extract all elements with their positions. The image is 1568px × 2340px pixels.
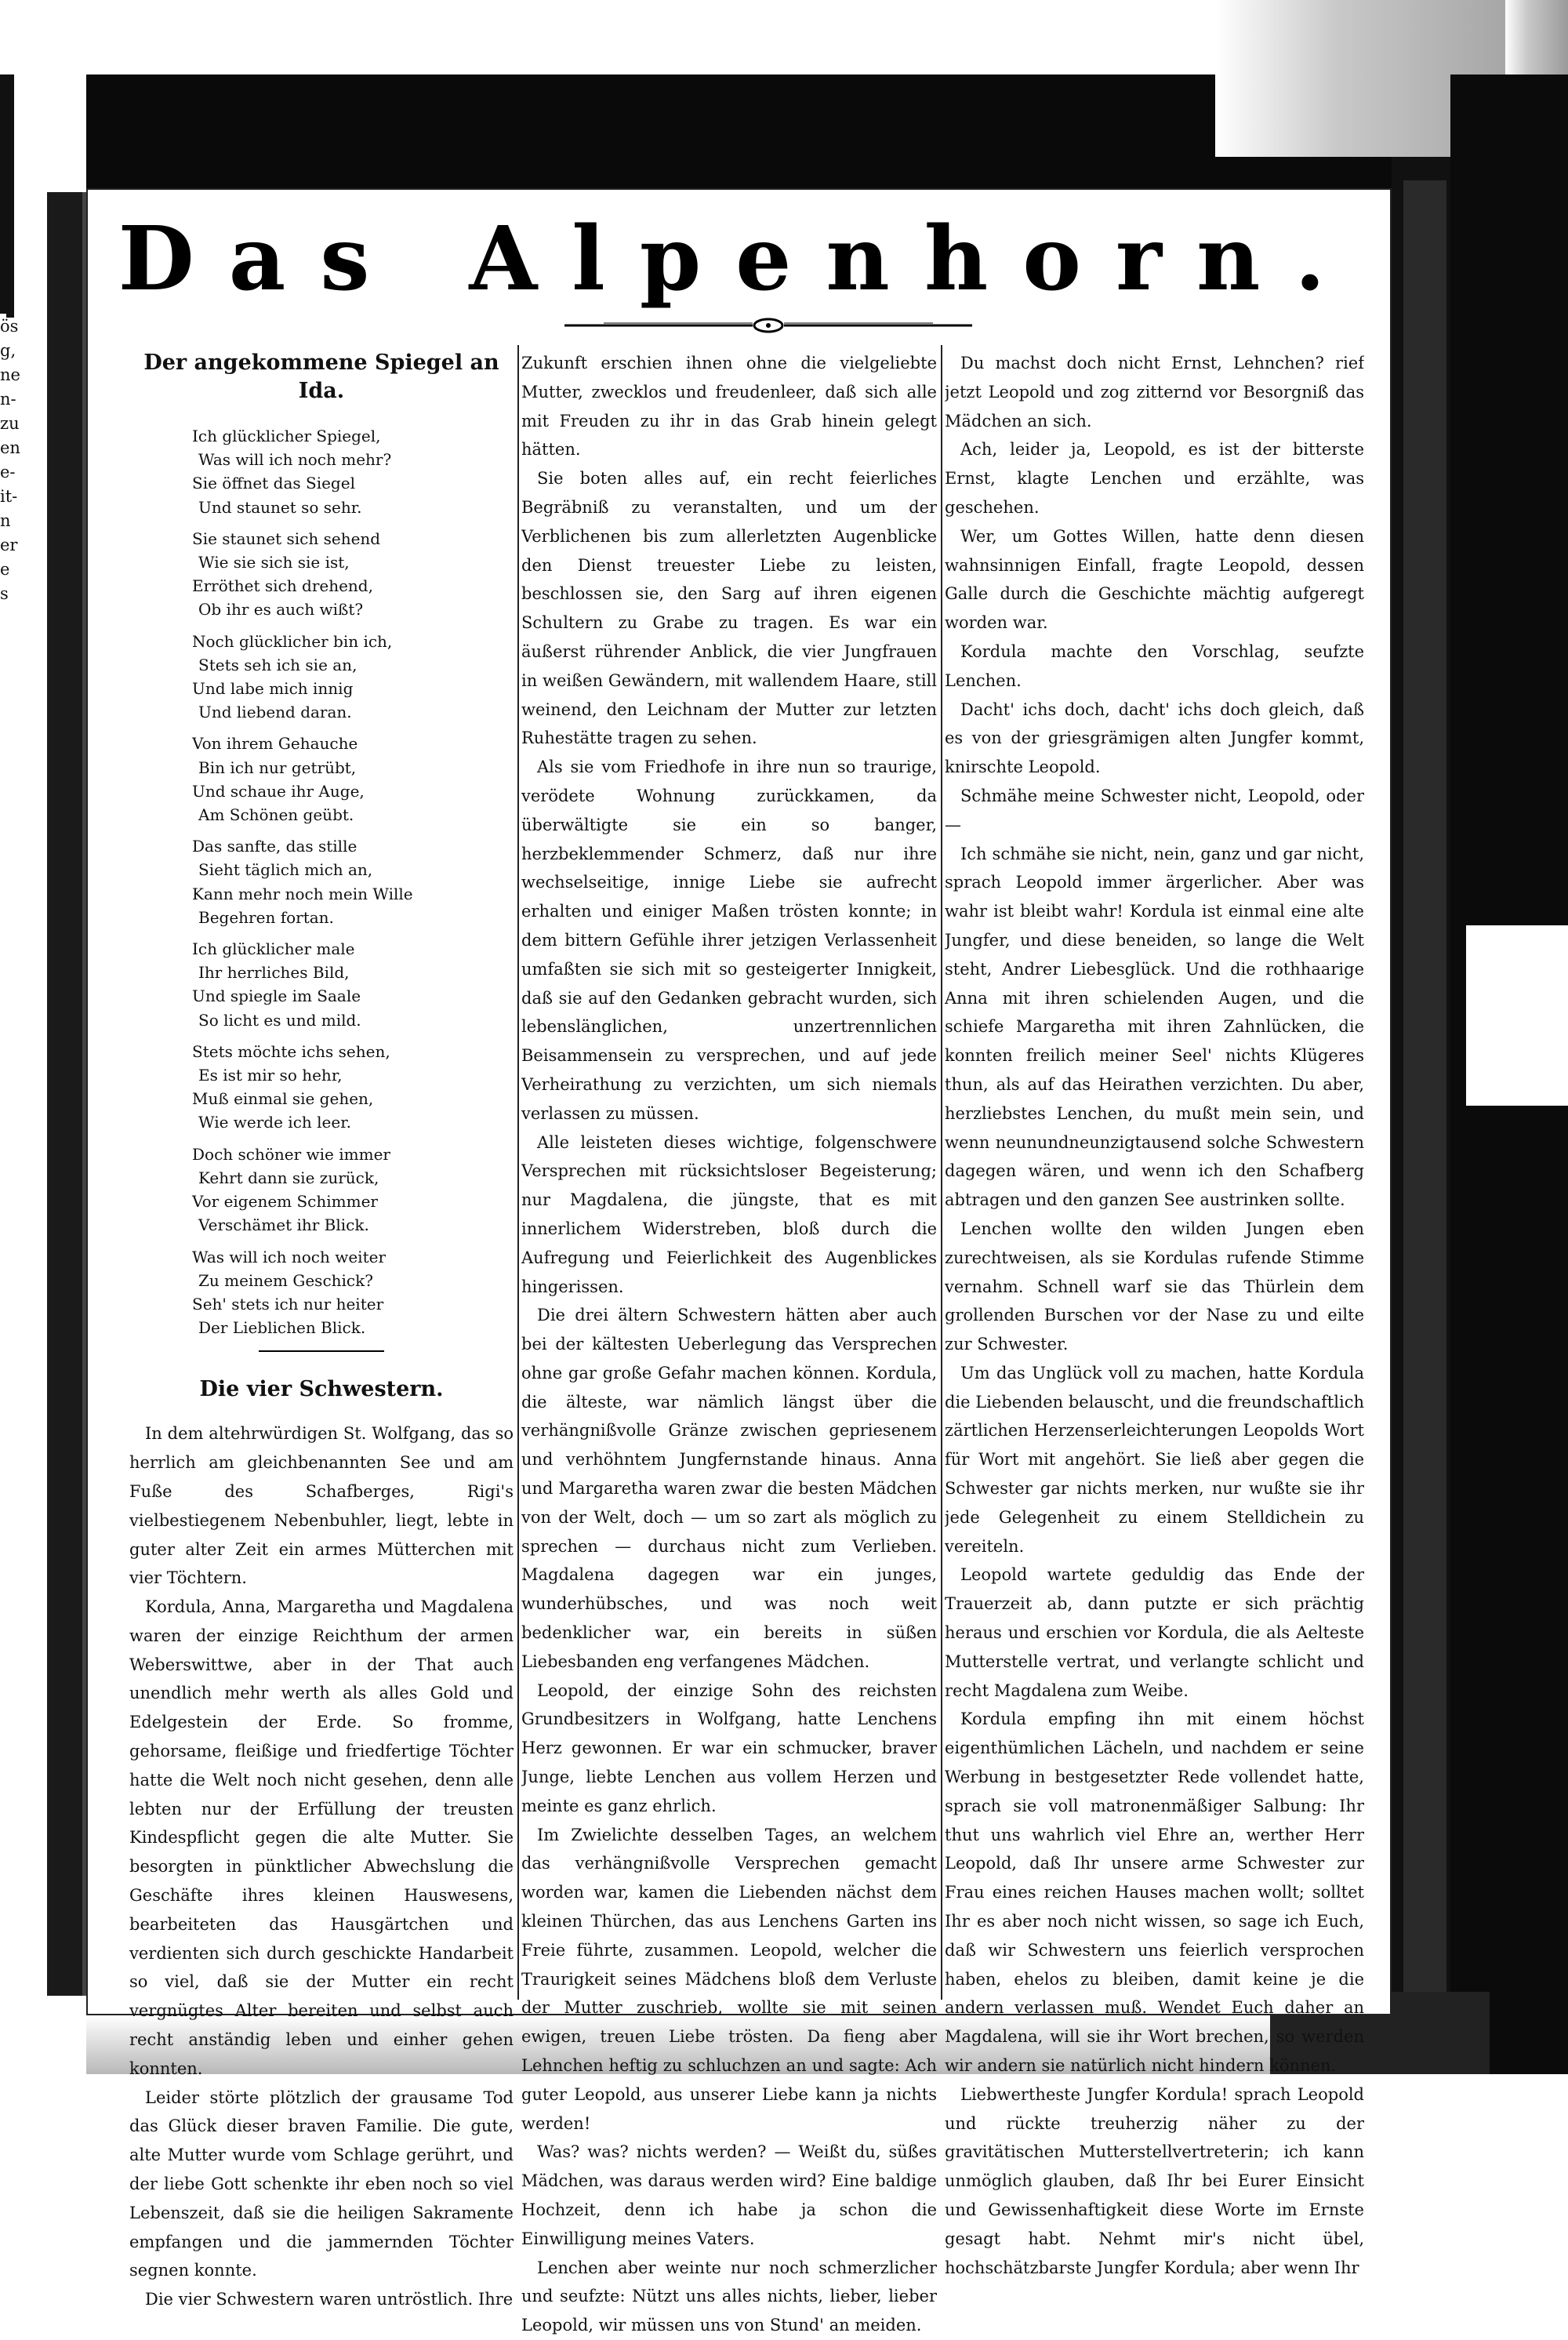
paragraph: Die drei ältern Schwestern hätten aber auch bei der kältesten Ueberlegung das Versprechen ohne gar große Gefahr machen können. Kordula, die älteste, war nämlich längst über die verhängnißvolle Gränze zwischen gepriesenem und verhöhntem Jungfernstande hinaus. Anna und Margaretha waren zwar die besten Mädchen von der Welt, doch — um so zart als möglich zu sprechen — durchaus nicht zum Verlieben. Magdalena dagegen war ein junges, wunderhübsches, und was noch weit bedenklicher war, ein bereits in süßen Liebesbanden eng verfangenes Mädchen. — [521, 1306, 937, 1671]
fragment: en — [0, 438, 20, 457]
poem-line: Was will ich noch mehr? — [198, 450, 392, 470]
paragraph: Schmähe meine Schwester nicht, Leopold, oder — — [945, 786, 1364, 834]
poem-line: Und schaue ihr Auge, — [192, 781, 365, 801]
poem-line: Der Lieblichen Blick. — [198, 1318, 366, 1338]
fragment: ne — [0, 365, 20, 384]
fragment: e — [0, 560, 10, 579]
fragment: n- — [0, 390, 16, 409]
poem-line: Vor eigenem Schimmer — [192, 1192, 378, 1212]
paragraph: Leider störte plötzlich der grausame Tod das Glück dieser braven Familie. Die gute, alte Mutter wurde vom Schlage gerührt, und der liebe Gott schenkte ihr eben noch so viel Lebenszeit, daß sie die heiligen Sakramente empfangen und die jammernden Töchter segnen konnte. — [129, 2087, 514, 2280]
poem-line: Und spiegle im Saale — [192, 987, 361, 1006]
paragraph: Im Zwielichte desselben Tages, an welchem das verhängnißvolle Versprechen gemacht worden war, kamen die Liebenden nächst dem kleinen Thürchen, das aus Lenchens Garten ins Freie führte, zusammen. Leopold, welcher die Traurigkeit seines Mädchens bloß dem Verluste der Mutter zuschrieb, wollte sie mit seinen ewigen, treuen Liebe trösten. Da fieng aber Lehnchen heftig zu schluchzen an und sagte: Ach guter Leopold, aus unserer Liebe kann ja nichts werden! — [521, 1825, 937, 2133]
paragraph: Kordula machte den Vorschlag, seufzte Lenchen. — [945, 641, 1364, 690]
paragraph: Als sie vom Friedhofe in ihre nun so traurige, verödete Wohnung zurückkamen, da überwältigte sie ein so banger, herzbeklemmender Schmerz, daß nur ihre wechselseitige, innige Liebe sie aufrecht erhalten und einiger Maßen trösten konnte; in dem bittern Gefühle ihrer jetzigen Verlassenheit umfaßten sie sich mit so gesteigerter Innigkeit, daß sie auf den Gedanken gebracht wurden, sich lebenslänglichen, unzertrennlichen Beisammensein zu versprechen, und auf jede Verheirathung zu verzichten, um sich niemals verlassen zu müssen. — [521, 758, 937, 1123]
poem-stanza — [192, 527, 514, 622]
paragraph: Ach, leider ja, Leopold, es ist der bitterste Ernst, klagte Lenchen und erzählte, was geschehen. — [945, 440, 1364, 517]
poem-line: Erröthet sich drehend, — [192, 576, 373, 596]
poem-line: Verschämet ihr Blick. — [198, 1215, 369, 1235]
poem-line: Ihr herrliches Bild, — [198, 963, 350, 983]
column-1 — [129, 349, 514, 2314]
masthead-ornament — [557, 314, 980, 337]
fragment: n — [0, 511, 11, 530]
column-rule — [517, 345, 519, 2000]
poem-stanza — [192, 1143, 514, 1237]
poem-line: Bin ich nur getrübt, — [198, 758, 357, 777]
paragraph: Leopold wartete geduldig das Ende der Trauerzeit ab, dann putzte er sich prächtig heraus und erschien vor Kordula, die als Aelteste Mutterstelle vertrat, und verlangte schlicht und recht Magdalena zum Weibe. — [945, 1565, 1364, 1700]
story-title: Die vier Schwestern. — [199, 1377, 444, 1402]
fragment: g, — [0, 341, 16, 360]
facing-page-fragments — [0, 290, 20, 606]
poem-stanza — [192, 834, 514, 929]
poem-line: Ich glücklicher Spiegel, — [192, 427, 381, 445]
poem-stanza — [192, 424, 514, 519]
paragraph: In dem altehrwürdigen St. Wolfgang, das so herrlich am gleichbenannten See und am Fuße des Schafberges, Rigi's vielbestiegenem Nebenbuhler, liegt, lebte in guter alter Zeit ein armes Mütterchen mit vier Töchtern. — [129, 1424, 514, 1588]
poem-line: Sie öffnet das Siegel — [192, 474, 355, 493]
poem-line: Ob ihr es auch wißt? — [198, 600, 364, 620]
poem — [192, 424, 514, 1339]
fragment: ls — [0, 292, 14, 311]
poem-line: So licht es und mild. — [198, 1010, 361, 1030]
column-3 — [945, 349, 1364, 2282]
poem-line: Noch glücklicher bin ich, — [192, 631, 393, 651]
paragraph: Zukunft erschien ihnen ohne die vielgeliebte Mutter, zwecklos und freudenleer, daß sich alle mit Freuden zu ihr in das Grab hinein gelegt hätten. — [521, 354, 937, 460]
paragraph: Alle leisteten dieses wichtige, folgenschwere Versprechen mit rücksichtsloser Begeisterung; nur Magdalena, die jüngste, that es mit innerlichem Widerstreben, bloß durch die Aufregung und Feierlichkeit des Augenblickes hingerissen. — [521, 1132, 937, 1296]
paragraph: Sie boten alles auf, ein recht feierliches Begräbniß zu veranstalten, und um der Verblichenen bis zum allerletzten Augenblicke den Dienst treuester Liebe zu leisten, beschlossen sie, den Sarg auf ihren eigenen Schultern zu Grabe zu tragen. Es war ein äußerst rührender Anblick, die vier Jungfrauen in weißen Gewändern, mit wallendem Haare, still weinend, den Leichnam der Mutter zur letzten Ruhestätte tragen zu sehen. — [521, 469, 937, 748]
fragment: er — [0, 536, 18, 554]
poem-line: Es ist mir so hehr, — [198, 1066, 343, 1085]
poem-line: Begehren fortan. — [198, 907, 334, 927]
fragment: it- — [0, 487, 18, 506]
poem-line: Und labe mich innig — [192, 679, 354, 699]
poem-line: Von ihrem Gehauche — [192, 734, 358, 754]
paragraph: Ich schmähe sie nicht, nein, ganz und gar nicht, sprach Leopold immer ärgerlicher. Aber was wahr ist bleibt wahr! Kordula ist einmal eine alte Jungfer, und diese beneiden, so lange die Welt steht, Andrer Liebesglück. Und die rothhaarige Anna mit ihren schielenden Augen, und die schiefe Margaretha mit ihren Zahnlücken, die konnten freilich meiner Seel' nichts Klügeres thun, als auf das Heirathen verzichten. Du aber, herzliebstes Lenchen, du mußt mein sein, und wenn neunundneunzigtausend solche Schwestern dagegen wären, und wenn ich den Schafberg abtragen und den ganzen See austrinken sollte. — [945, 844, 1364, 1210]
poem-line: Am Schönen geübt. — [198, 805, 354, 825]
fragment: ös — [0, 317, 19, 336]
poem-line: Und staunet so sehr. — [198, 497, 362, 517]
paragraph: Die vier Schwestern waren untröstlich. Ihre — [145, 2290, 514, 2309]
poem-line: Stets seh ich sie an, — [198, 655, 358, 674]
poem-stanza — [192, 1040, 514, 1135]
paragraph: Lenchen wollte den wilden Jungen eben zurechtweisen, als sie Kordulas rufende Stimme vernahm. Schnell warf sie das Thürlein dem grollenden Burschen vor der Nase zu und eilte zur Schwester. — [945, 1219, 1364, 1354]
poem-stanza — [192, 1245, 514, 1340]
section-separator — [259, 1350, 384, 1352]
poem-line: Sieht täglich mich an, — [198, 860, 373, 880]
fragment: s — [0, 584, 9, 603]
paragraph: Leopold, der einzige Sohn des reichsten Grundbesitzers in Wolfgang, hatte Lenchens Herz gewonnen. Er war ein schmucker, braver Junge, liebte Lenchen aus vollem Herzen und meinte es ganz ehrlich. — [521, 1681, 937, 1815]
newspaper-page — [86, 188, 1392, 2335]
paragraph: Kordula empfing ihn mit einem höchst eigenthümlichen Lächeln, und nachdem er seine Werbung in bestgesetzter Rede vollendet hatte, sprach sie voll matronenmäßiger Salbung: Ihr thut uns wahrlich viel Ehre an, werther Herr Leopold, daß Ihr unsere arme Schwester zur Frau eines reichen Hauses machen wollt; solltet Ihr es aber noch nicht wissen, so sage ich Euch, daß wir Schwestern uns feierlich versprochen haben, ehelos zu bleiben, damit keine je die andern verlassen muß. Wendet Euch daher an Magdalena, will sie ihr Wort brechen, so werden wir andern sie natürlich nicht hindern können. — [945, 1710, 1364, 2076]
poem-stanza — [192, 630, 514, 725]
paragraph: Was? was? nichts werden? — Weißt du, süßes Mädchen, was daraus werden wird? Eine baldige Hochzeit, denn ich habe ja schon die Einwilligung meines Vaters. — [521, 2142, 937, 2248]
poem-title: Der angekommene Spiegel an Ida. — [143, 351, 499, 403]
poem-line: Was will ich noch weiter — [192, 1247, 387, 1266]
column-rule — [941, 345, 942, 2000]
paragraph: Lenchen aber weinte nur noch schmerzlicher und seufzte: Nützt uns alles nichts, lieber, lieber Leopold, wir müssen uns von Stund' an meiden. — [521, 2258, 937, 2335]
poem-line: Und liebend daran. — [198, 703, 352, 722]
poem-line: Kann mehr noch mein Wille — [192, 884, 413, 903]
poem-line: Das sanfte, das stille — [192, 837, 358, 856]
poem-stanza — [192, 732, 514, 827]
poem-line: Ich glücklicher male — [192, 939, 355, 959]
paragraph: Kordula, Anna, Margaretha und Magdalena waren der einzige Reichthum der armen Weberswittwe, aber in der That auch unendlich mehr werth als alles Gold und Edelgestein der Erde. So fromme, gehorsame, fleißige und friedfertige Töchter hatte die Welt noch nicht gesehen, denn alle lebten nur der Erfüllung der treusten Kindespflicht gegen die alte Mutter. Sie besorgten in pünktlicher Abwechslung die Geschäfte ihres kleinen Hauswesens, bearbeiteten das Hausgärtchen und verdienten sich durch geschickte Handarbeit so viel, daß sie der Mutter ein recht vergnügtes Alter bereiten und selbst auch recht anständig leben und einher gehen konnten. — [129, 1597, 514, 2078]
poem-line: Wie werde ich leer. — [198, 1113, 351, 1132]
poem-line: Kehrt dann sie zurück, — [198, 1168, 379, 1187]
fragment: e- — [0, 463, 16, 481]
poem-line: Seh' stets ich nur heiter — [192, 1294, 384, 1314]
poem-line: Stets möchte ichs sehen, — [192, 1041, 390, 1061]
poem-line: Wie sie sich sie ist, — [198, 553, 350, 572]
fragment: zu — [0, 414, 20, 433]
paragraph: Wer, um Gottes Willen, hatte denn diesen wahnsinnigen Einfall, fragte Leopold, dessen Galle durch die Geschichte mächtig aufgeregt worden war. — [945, 526, 1364, 633]
column-2 — [521, 349, 937, 2340]
poem-line: Zu meinem Geschick? — [198, 1270, 373, 1290]
paragraph: Um das Unglück voll zu machen, hatte Kordula die Liebenden belauscht, und die freundschaftlich zärtlichen Herzenserleichterungen Leopolds Wort für Wort mit angehört. Sie ließ aber gegen die Schwester gar nichts merken, nur wußte sie ihr jede Gelegenheit zu einem Stelldichein zu vereiteln. — [945, 1363, 1364, 1556]
masthead-title: Das Alpenhorn. — [118, 208, 1360, 311]
poem-line: Sie staunet sich sehend — [192, 529, 381, 548]
poem-stanza — [192, 937, 514, 1032]
poem-line: Muß einmal sie gehen, — [192, 1089, 374, 1109]
paragraph: Du machst doch nicht Ernst, Lehnchen? rief jetzt Leopold und zog zitternd vor Besorgniß das Mädchen an sich. — [945, 354, 1364, 431]
paragraph: Liebwertheste Jungfer Kordula! sprach Leopold und rückte treuherzig näher zu der gravitätischen Mutterstellvertreterin; ich kann unmöglich glauben, daß Ihr bei Eurer Einsicht und Gewissenhaftigkeit diese Worte im Ernste gesagt habt. Nehmt mir's nicht übel, hochschätzbarste Jungfer Kordula; aber wenn Ihr — [945, 2084, 1364, 2277]
paragraph: Dacht' ichs doch, dacht' ichs doch gleich, daß es von der griesgrämigen alten Jungfer kommt, knirschte Leopold. — [945, 699, 1364, 777]
poem-line: Doch schöner wie immer — [192, 1144, 390, 1164]
